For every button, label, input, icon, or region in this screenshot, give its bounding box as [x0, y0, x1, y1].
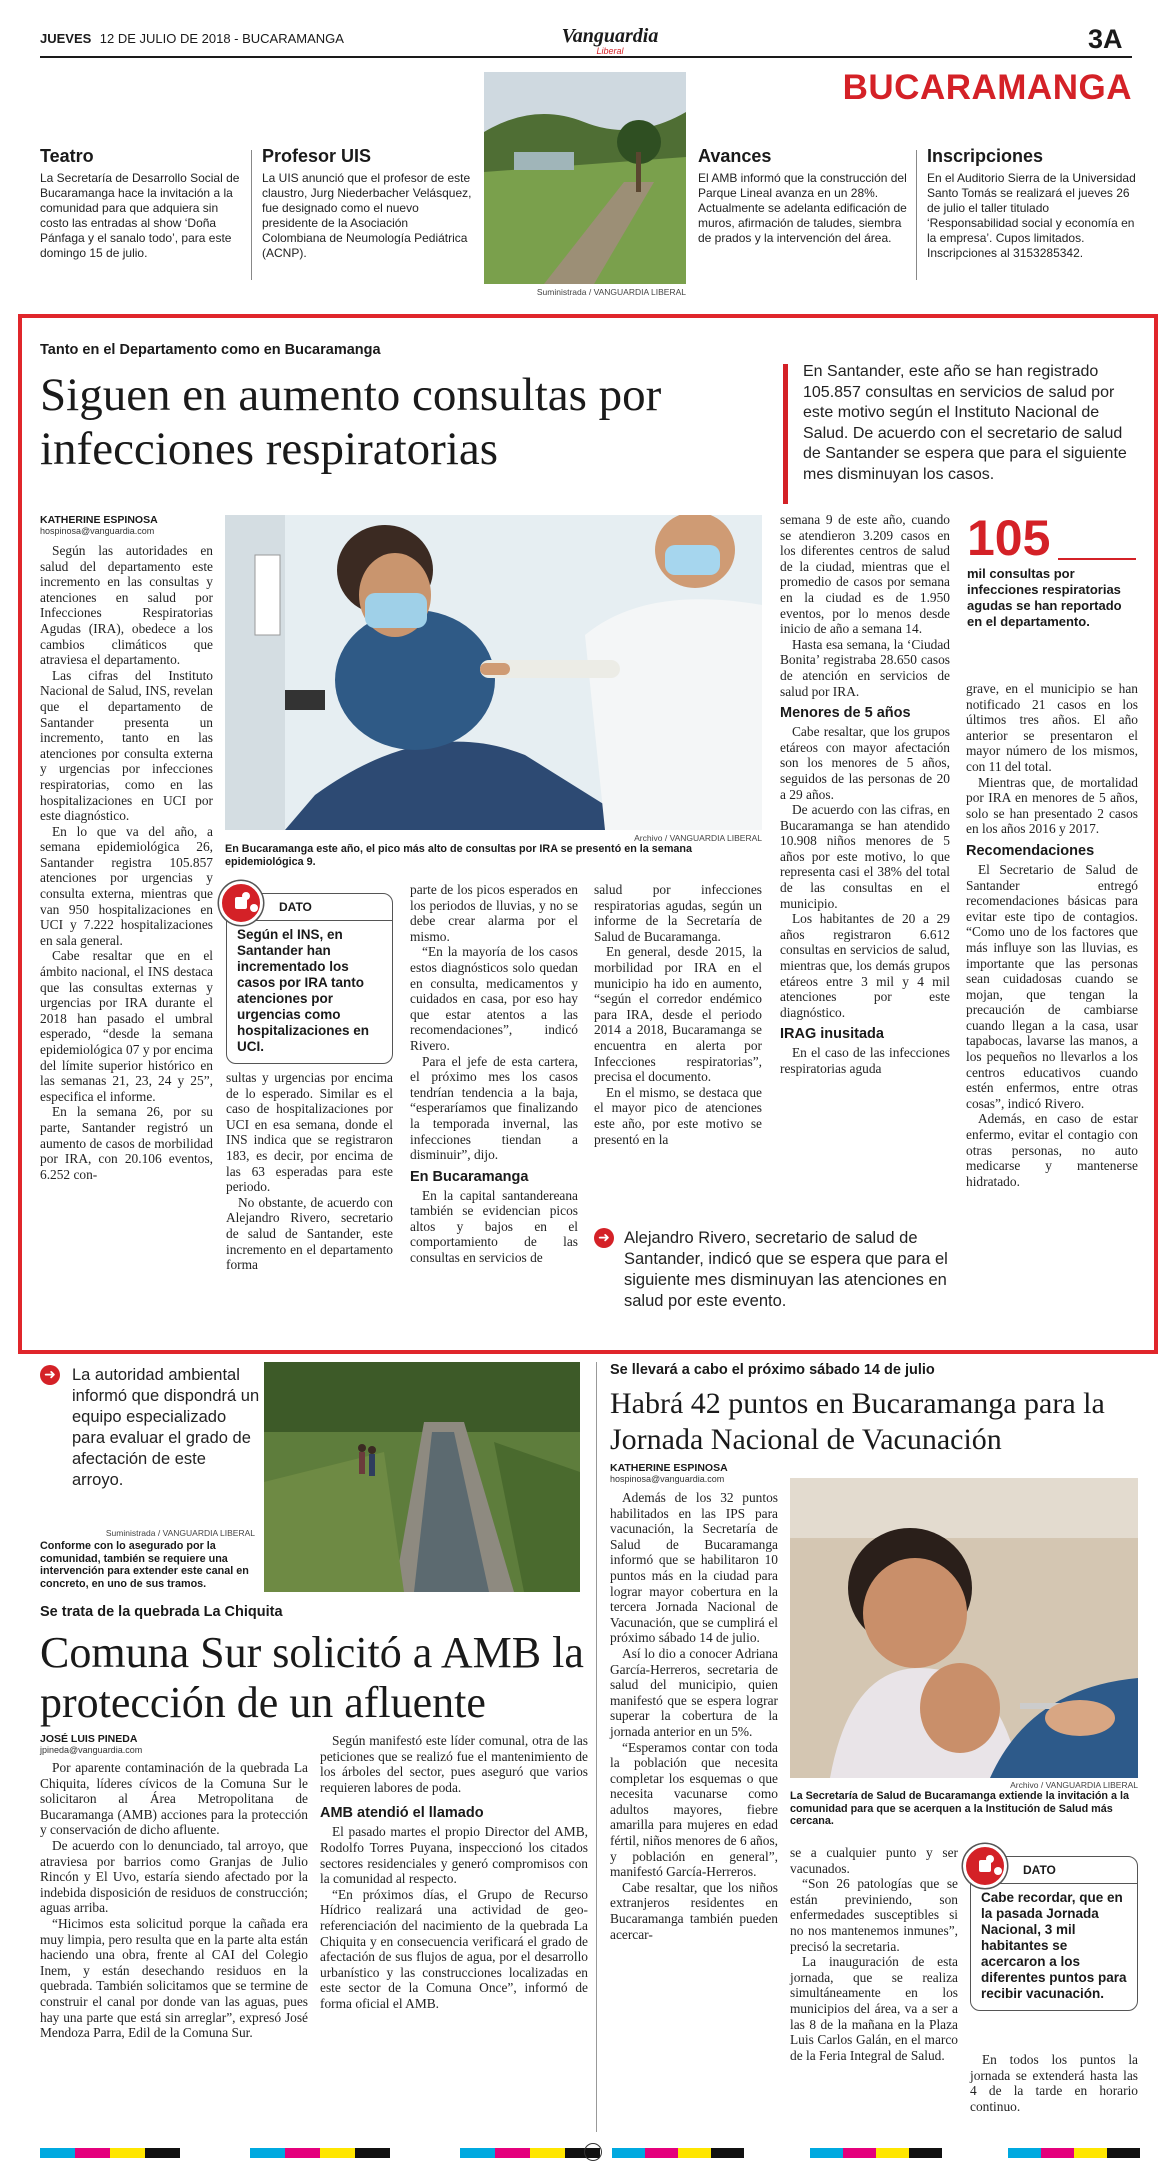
- paragraph: Además, en caso de estar enfermo, evitar el contagio con otras personas, no auto medicarse y mantenerse hidratado.: [966, 1111, 1138, 1189]
- logo-sub: Liberal: [596, 46, 624, 56]
- masthead-logo: [530, 26, 690, 56]
- brief-title: Avances: [698, 146, 772, 166]
- brief-divider: [251, 150, 252, 280]
- vacuna-col-1: [610, 1490, 778, 1942]
- header-rule: [40, 56, 1132, 58]
- main-headline: Siguen en aumento consultas por infecciones respiratorias: [40, 369, 662, 475]
- subheading: En Bucaramanga: [410, 1168, 529, 1185]
- header-date: 12 DE JULIO DE 2018 - BUCARAMANGA: [99, 31, 344, 46]
- paragraph: sultas y urgencias por encima de lo esperado. Similar es el caso de hospitalizaciones por UCI en esa semana, donde el INS indica que se registraron 183, es decir, por encima de las 63 esperadas para este periodo.: [226, 1070, 393, 1195]
- brief-avances: [698, 146, 908, 246]
- dato-text: Según el INS, en Santander han incrementado los casos por IRA tanto atenciones por urgencias como hospitalizaciones en UCI.: [237, 927, 370, 1054]
- paragraph: se a cualquier punto y ser vacunados.: [790, 1845, 958, 1876]
- paragraph: En general, desde 2015, la morbilidad por IRA en el municipio ha ido en aumento, “según el corredor endémico para IRA, desde el periodo 2014 a 2018, Bucaramanga se encuentra en alerta por Infecciones respiratorias”, precisa el documento.: [594, 944, 762, 1085]
- paragraph: Por aparente contaminación de la quebrada La Chiquita, líderes cívicos de la Comuna Sur le solicitaron al Área Metropolitana de Bucaramanga (AMB) acciones para la protección y conservación de dicho afluente.: [40, 1760, 308, 1838]
- park-photo-illustration: [484, 72, 686, 284]
- quote-text: La autoridad ambiental informó que dispondrá un equipo especializado para evaluar el grado de afectación de este arroyo.: [72, 1366, 260, 1489]
- baby-vaccination-illustration: [790, 1478, 1138, 1778]
- paragraph: Así lo dio a conocer Adriana García-Herreros, secretaria de salud del municipio, quien manifestó que se espera lograr superar la cobertura de la jornada anterior en un 5%.: [610, 1645, 778, 1739]
- paragraph: El Secretario de Salud de Santander entregó recomendaciones básicas para evitar este tipo de contagios. “Como uno de los factores que más influye son las lluvias, es importante que las personas sean cuidadosas cuando se mojan, que tengan la precaución de cambiarse cuando llegan a la casa, usar tapabocas, lavarse las manos, a los pequeños no llevarlos a los centros educativos cuando estén enfermos, entre otras cosas”, indicó Rivero.: [966, 861, 1138, 1111]
- main-col-4: [594, 882, 762, 1147]
- section-title: BUCARAMANGA: [842, 68, 1132, 107]
- park-photo-credit: Suministrada / VANGUARDIA LIBERAL: [536, 287, 686, 297]
- paragraph: Mientras que, de mortalidad por IRA en menores de 5 años, solo se han presentado 2 casos en los años 2016 y 2017.: [966, 774, 1138, 837]
- paragraph: Cabe resaltar, que los niños extranjeros residentes en Bucaramanga también pueden acercar-: [610, 1879, 778, 1942]
- arrow-right-icon: ➜: [40, 1365, 60, 1385]
- comuna-byline: [40, 1733, 240, 1755]
- main-col-3: [410, 882, 578, 1266]
- stat-text: mil consultas por infecciones respiratorias agudas se han reportado en el departamento.: [967, 566, 1122, 629]
- creek-photo-caption: Conforme con lo asegurado por la comunidad, también se requiere una intervención para extender este canal en concreto, en uno de sus tramos.: [40, 1540, 249, 1590]
- column-divider: [596, 1362, 597, 2132]
- paragraph: Según manifestó este líder comunal, otra de las peticiones que se realizó fue el mantenimiento de los árboles del sector, pues aseguró que varios requieren labores de poda.: [320, 1733, 588, 1795]
- brief-teatro: [40, 146, 240, 261]
- paragraph: Cabe resaltar, que los grupos etáreos con mayor afectación son los menores de 5 años, seguidos de las personas de 20 a 29 años.: [780, 724, 950, 802]
- vacuna-headline: Habrá 42 puntos en Bucaramanga para la Jornada Nacional de Vacunación: [610, 1387, 1105, 1456]
- creek-illustration: [264, 1362, 580, 1592]
- dato-label: DATO: [227, 894, 392, 921]
- paragraph: En el caso de las infecciones respiratorias aguda: [780, 1045, 950, 1076]
- paragraph: “Hicimos esta solicitud porque la cañada era muy limpia, pero resulta que en la parte alta están haciendo una obra, frente al CAI del Colegio Inem, y están desechando residuos en la quebrada. También solicitamos que se termine de construir el canal por donde van las aguas, pues hay una parte que está sin arreglar”, expresó José Mendoza Parra, Edil de la Comuna Sur.: [40, 1915, 308, 2041]
- brief-inscripciones: [927, 146, 1139, 261]
- subheading: Recomendaciones: [966, 842, 1095, 859]
- paragraph: Hasta esa semana, la ‘Ciudad Bonita’ registraba 28.650 casos de atención en servicios de salud por IRA.: [780, 636, 950, 699]
- brief-divider: [916, 150, 917, 280]
- paragraph: semana 9 de este año, cuando se atendieron 3.209 casos en los diferentes centros de salud de la ciudad, mientras que el promedio de casos por semana en la ciudad es de 1.950 eventos, por lo menos desde inicio de año a semana 14.: [780, 512, 950, 637]
- summary-bar: [783, 364, 788, 504]
- quote-text: Alejandro Rivero, secretario de salud de Santander, indicó que se espera que para el siguiente mes disminuyan las atenciones en salud por este evento.: [624, 1229, 948, 1310]
- paragraph: En lo que va del año, a semana epidemiológica 26, Santander registra 105.857 atenciones por urgencias y consulta externa, mientras que van 950 hospitalizaciones en UCI y 7.222 hospitalizaciones en sala general.: [40, 823, 213, 948]
- main-photo-caption: En Bucaramanga este año, el pico más alto de consultas por IRA se presentó en la semana epidemiológica 9.: [225, 843, 693, 868]
- paragraph: parte de los picos esperados en los periodos de lluvias, y no se debe crear alarma por el mismo.: [410, 882, 578, 944]
- main-col-2: [226, 1070, 393, 1273]
- author-name: JOSÉ LUIS PINEDA: [40, 1733, 138, 1745]
- stat-rule: [1058, 558, 1136, 560]
- registration-mark-icon: [584, 2143, 602, 2161]
- comuna-kicker: Se trata de la quebrada La Chiquita: [40, 1604, 283, 1620]
- brief-title: Profesor UIS: [262, 146, 372, 166]
- brief-text: El AMB informó que la construcción del Parque Lineal avanza en un 28%. Actualmente se adelanta edificación de muros, afirmación de taludes, siembra de prados y la intervención del área.: [698, 171, 907, 245]
- creek-photo: [264, 1362, 580, 1592]
- puzzle-icon: [963, 1844, 1007, 1888]
- paragraph: El pasado martes el propio Director del AMB, Rodolfo Torres Puyana, inspeccionó los citados sectores residenciales y generó compromisos con la comunidad al respecto.: [320, 1824, 588, 1887]
- comuna-col-1: [40, 1760, 308, 2041]
- paragraph: Según las autoridades en salud del departamento este incremento en las consultas y atenciones en salud por Infecciones Respiratorias Agudas (IRA), obedece a los cambios climáticos que atraviesa el departamento.: [40, 543, 213, 668]
- main-summary: En Santander, este año se han registrado 105.857 consultas en servicios de salud por este motivo según el Instituto Nacional de Salud. De acuerdo con el secretario de salud de Santander se espera que para el siguiente mes disminuyan los casos.: [803, 363, 1127, 483]
- main-photo-credit: Archivo / VANGUARDIA LIBERAL: [634, 833, 762, 843]
- paragraph: “Esperamos contar con toda la población que necesita completar los esquemas o que necesita vacunarse como adultos mayores, fiebre amarilla para mujeres en edad fértil, niños menores de 6 años, y población en general”, manifestó García-Herreros.: [610, 1739, 778, 1880]
- paragraph: La inauguración de esta jornada, que se realiza simultáneamente en los municipios del área, va a ser a las 8 de la mañana en la Plaza Luis Carlos Galán, en el marco de la Feria Integral de Salud.: [790, 1954, 958, 2063]
- author-email: hospinosa@vanguardia.com: [40, 526, 155, 536]
- subheading: Menores de 5 años: [780, 705, 911, 722]
- paragraph: En todos los puntos la jornada se extenderá hasta las 4 de la tarde en horario continuo.: [970, 2052, 1138, 2114]
- paragraph: “Son 26 patologías que se están previniendo, son enfermedades susceptibles si no nos mantenemos inmunes”, precisó la secretaria.: [790, 1876, 958, 1954]
- park-photo: [484, 72, 686, 284]
- author-name: KATHERINE ESPINOSA: [40, 514, 158, 526]
- paragraph: De acuerdo con las cifras, en Bucaramanga se han atendido 10.908 niños menores de 5 años por este motivo, lo que representa casi el 38% del total de las consultas en el municipio.: [780, 802, 950, 911]
- main-photo: [225, 515, 762, 830]
- main-col-6: [966, 681, 1138, 1189]
- paragraph: “En la mayoría de los casos estos diagnósticos solo quedan en consulta, medicamentos y cuidados en casa, por eso hay que estar atentos a las recomendaciones”, indicó Rivero.: [410, 944, 578, 1053]
- header-day: JUEVES: [40, 31, 92, 46]
- comuna-headline: Comuna Sur solicitó a AMB la protección de un afluente: [40, 1628, 584, 1727]
- doctor-patient-illustration: [225, 515, 762, 830]
- main-kicker: Tanto en el Departamento como en Bucaramanga: [40, 342, 381, 358]
- creek-photo-credit: Suministrada / VANGUARDIA LIBERAL: [105, 1528, 255, 1538]
- paragraph: Además de los 32 puntos habilitados en las IPS para vacunación, la Secretaría de Salud de Bucaramanga informó que se habilitaron 10 puntos más en la ciudad para lograr mayor cobertura en la tercera Jornada Nacional de Vacunación, que se cumplirá el próximo sábado 14 de julio.: [610, 1490, 778, 1646]
- main-pull-quote: [594, 1228, 954, 1312]
- brief-text: En el Auditorio Sierra de la Universidad Santo Tomás se realizará el jueves 26 de julio el taller titulado ‘Responsabilidad social y economía en la empresa’. Cupos limitados. Inscripciones al 3153285342.: [927, 171, 1136, 260]
- baby-photo-credit: Archivo / VANGUARDIA LIBERAL: [1010, 1780, 1138, 1790]
- paragraph: “En próximos días, el Grupo de Recurso Hídrico realizará una actividad de geo-referenciación del nacimiento de la quebrada La Chiquita y en consecuencia verificará el grado de afectación de sus flujos de agua, por el desarrollo urbanístico y las construcciones localizadas en este sector de la Comuna Once”, informó de forma oficial el AMB.: [320, 1886, 588, 2011]
- main-col-1: [40, 543, 213, 1182]
- color-registration-bar: [612, 2148, 1140, 2158]
- paragraph: En la capital santandereana también se evidencian picos altos y bajos en el comportamiento de las consultas en servicios de: [410, 1187, 578, 1266]
- main-col-5: [780, 512, 950, 1077]
- dato-label: DATO: [971, 1857, 1137, 1884]
- vacuna-kicker: Se llevará a cabo el próximo sábado 14 de julio: [610, 1362, 935, 1378]
- logo-text: Vanguardia: [561, 25, 659, 47]
- author-email: jpineda@vanguardia.com: [40, 1745, 143, 1755]
- stat-number: 105: [967, 510, 1051, 566]
- main-byline: [40, 514, 210, 536]
- paragraph: En el mismo, se destaca que el mayor pico de atenciones este año, por este motivo se presentó en la: [594, 1084, 762, 1147]
- subheading: AMB atendió el llamado: [320, 1805, 484, 1822]
- vacuna-byline: [610, 1462, 810, 1484]
- subheading: IRAG inusitada: [780, 1026, 884, 1043]
- paragraph: De acuerdo con lo denunciado, tal arroyo, que atraviesa por barrios como Granjas de Julio Rincón y El Uvo, estaría siendo afectado por la indebida disposición de residuos de construcción; aguas arriba.: [40, 1837, 308, 1916]
- paragraph: salud por infecciones respiratorias agudas, según un informe de la Secretaría de Salud de Bucaramanga.: [594, 882, 762, 944]
- paragraph: grave, en el municipio se han notificado 21 casos en los últimos tres años. El año anterior se presentaron el mayor número de los mismos, con 11 del total.: [966, 681, 1138, 774]
- comuna-pull-quote: [40, 1365, 260, 1491]
- baby-photo: [790, 1478, 1138, 1778]
- brief-text: La Secretaría de Desarrollo Social de Bucaramanga hace la invitación a la comunidad para que adquiera sin costo las entradas al show ‘Doña Pánfaga y el sanalo todo’, para este domingo 15 de julio.: [40, 171, 240, 260]
- paragraph: No obstante, de acuerdo con Alejandro Rivero, secretario de salud de Santander, este incremento en el departamento forma: [226, 1194, 393, 1273]
- dato-text: Cabe recordar, que en la pasada Jornada Nacional, 3 mil habitantes se acercaron a los diferentes puntos para recibir vacunación.: [981, 1890, 1127, 2001]
- author-name: KATHERINE ESPINOSA: [610, 1462, 728, 1474]
- comuna-col-2: [320, 1733, 588, 2012]
- brief-title: Inscripciones: [927, 146, 1044, 166]
- color-registration-bar: [40, 2148, 600, 2158]
- author-email: hospinosa@vanguardia.com: [610, 1474, 725, 1484]
- puzzle-icon: [219, 881, 263, 925]
- vacuna-col-3: [970, 2052, 1138, 2114]
- paragraph: Para el jefe de esta cartera, el próximo mes los casos tendrían tendencia a la baja, “esperaríamos que finalizando la temporada invernal, las infecciones tiendan a disminuir”, dijo.: [410, 1053, 578, 1163]
- arrow-right-icon: ➜: [594, 1228, 614, 1248]
- vacuna-col-2: [790, 1845, 958, 2063]
- paragraph: Los habitantes de 20 a 29 años registraron 6.612 consultas en servicios de salud, mientras que, los demás grupos etáreos entre 3 mil y 4 mil atenciones por este diagnóstico.: [780, 911, 950, 1020]
- paragraph: En la semana 26, por su parte, Santander registró un aumento de casos de morbilidad por IRA, con 20.106 eventos, 6.252 con-: [40, 1104, 213, 1182]
- baby-photo-caption: La Secretaría de Salud de Bucaramanga extiende la invitación a la comunidad para que se acerquen a la Institución de Salud más cercana.: [790, 1790, 1130, 1827]
- brief-title: Teatro: [40, 146, 94, 166]
- paragraph: Cabe resaltar que en el ámbito nacional, el INS destaca que las consultas externas y urgencias por IRA durante el 2018 han pasado el umbral esperado, “desde la semana epidemiológica 07 y por encima del límite superior histórico en las semanas 21, 23, 24 y 25”, especifica el informe.: [40, 948, 213, 1104]
- paragraph: Las cifras del Instituto Nacional de Salud, INS, revelan que el departamento de Santander presenta un incremento, tanto en las atenciones por consulta externa y urgencias por infecciones respiratorias, como en las hospitalizaciones en UCI por este diagnóstico.: [40, 667, 213, 824]
- page-number: 3A: [1088, 24, 1123, 54]
- brief-text: La UIS anunció que el profesor de este claustro, Jurg Niederbacher Velásquez, fue designado como el nuevo presidente de la Asociación Colombiana de Neumología Pediátrica (ACNP).: [262, 171, 472, 260]
- brief-profesor-uis: [262, 146, 472, 261]
